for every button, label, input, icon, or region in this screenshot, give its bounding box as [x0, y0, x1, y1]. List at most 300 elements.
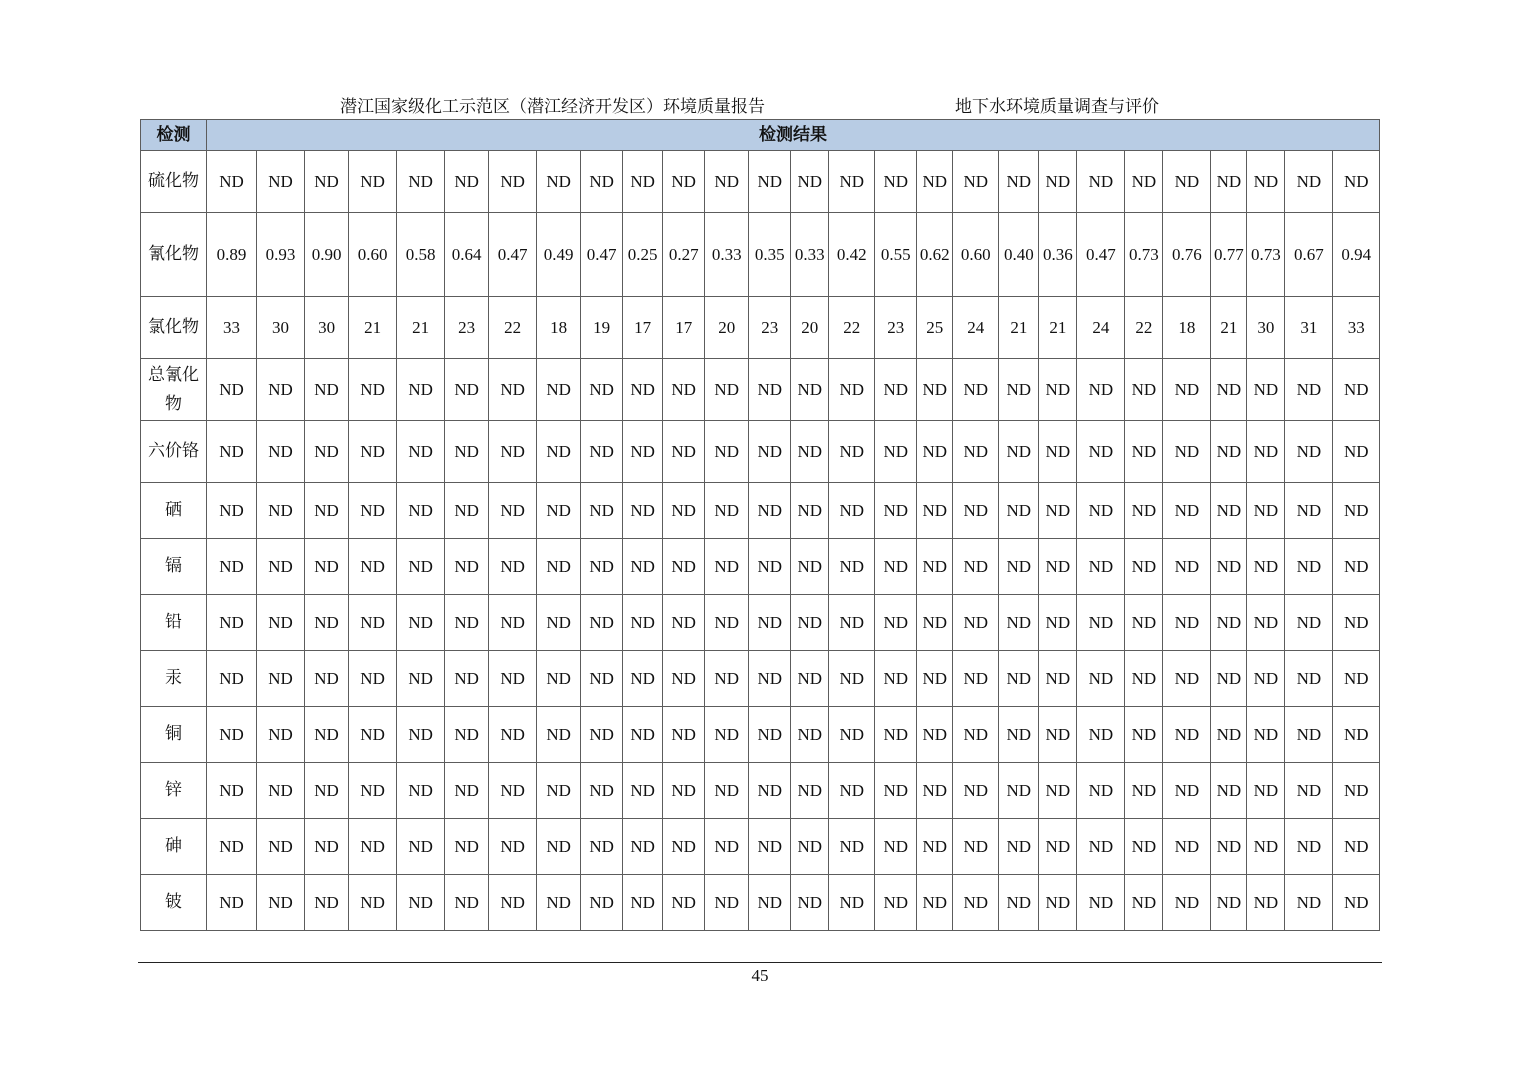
table-cell: ND — [207, 707, 257, 763]
table-cell: ND — [953, 819, 999, 875]
table-cell: ND — [1125, 819, 1163, 875]
table-cell: ND — [1125, 151, 1163, 213]
table-row — [141, 213, 1380, 297]
table-cell: ND — [1039, 707, 1077, 763]
table-cell: ND — [305, 483, 349, 539]
table-cell: ND — [1163, 819, 1211, 875]
table-cell: ND — [305, 359, 349, 421]
table-cell: ND — [749, 421, 791, 483]
row-label: 六价铬 — [141, 421, 207, 483]
table-cell: ND — [1285, 421, 1333, 483]
table-row — [141, 707, 1380, 763]
table-cell: ND — [349, 595, 397, 651]
table-cell: ND — [791, 875, 829, 931]
table-cell: 19 — [581, 297, 623, 359]
table-cell: ND — [397, 539, 445, 595]
table-cell: ND — [1285, 595, 1333, 651]
table-cell: ND — [397, 421, 445, 483]
table-cell: ND — [1211, 595, 1247, 651]
table-cell: ND — [1211, 763, 1247, 819]
table-cell: ND — [663, 707, 705, 763]
table-cell: ND — [953, 763, 999, 819]
table-cell: ND — [917, 359, 953, 421]
table-cell: ND — [749, 707, 791, 763]
table-cell: ND — [999, 539, 1039, 595]
table-cell: ND — [1247, 539, 1285, 595]
table-cell: ND — [953, 483, 999, 539]
table-cell: ND — [1211, 421, 1247, 483]
table-cell: ND — [537, 651, 581, 707]
table-cell: 30 — [257, 297, 305, 359]
table-cell: ND — [257, 151, 305, 213]
table-cell: ND — [749, 819, 791, 875]
table-cell: 23 — [749, 297, 791, 359]
table-cell: 0.73 — [1247, 213, 1285, 297]
table-cell: ND — [257, 421, 305, 483]
table-cell: ND — [537, 151, 581, 213]
table-cell: ND — [1039, 151, 1077, 213]
running-header-title: 潜江国家级化工示范区（潜江经济开发区）环境质量报告 — [340, 97, 765, 117]
table-cell: ND — [829, 707, 875, 763]
table-cell: 0.60 — [953, 213, 999, 297]
table-cell: ND — [1211, 359, 1247, 421]
table-cell: ND — [829, 421, 875, 483]
table-cell: 21 — [349, 297, 397, 359]
table-cell: ND — [705, 539, 749, 595]
table-cell: ND — [397, 763, 445, 819]
table-cell: ND — [829, 595, 875, 651]
table-cell: ND — [875, 539, 917, 595]
table-cell: ND — [1039, 483, 1077, 539]
table-cell: ND — [953, 595, 999, 651]
table-cell: 24 — [953, 297, 999, 359]
table-cell: 0.60 — [349, 213, 397, 297]
table-cell: ND — [917, 651, 953, 707]
table-cell: ND — [581, 651, 623, 707]
table-row — [141, 483, 1380, 539]
table-row — [141, 297, 1380, 359]
table-cell: ND — [749, 539, 791, 595]
table-cell: ND — [1163, 651, 1211, 707]
table-cell: ND — [1285, 763, 1333, 819]
table-cell: ND — [953, 875, 999, 931]
table-cell: 21 — [1211, 297, 1247, 359]
table-cell: ND — [953, 421, 999, 483]
table-cell: ND — [953, 651, 999, 707]
table-cell: ND — [917, 595, 953, 651]
table-cell: ND — [1125, 875, 1163, 931]
table-cell: ND — [1077, 359, 1125, 421]
table-cell: ND — [875, 651, 917, 707]
table-cell: ND — [1125, 483, 1163, 539]
table-cell: ND — [623, 359, 663, 421]
table-cell: ND — [999, 707, 1039, 763]
table-cell: ND — [537, 875, 581, 931]
table-cell: ND — [1077, 539, 1125, 595]
table-cell: ND — [917, 707, 953, 763]
table-cell: ND — [1211, 651, 1247, 707]
table-cell: ND — [257, 819, 305, 875]
table-cell: ND — [1333, 763, 1380, 819]
table-cell: ND — [305, 819, 349, 875]
table-cell: ND — [953, 539, 999, 595]
table-cell: ND — [829, 483, 875, 539]
table-cell: ND — [663, 595, 705, 651]
table-cell: ND — [581, 421, 623, 483]
table-cell: 23 — [445, 297, 489, 359]
table-cell: ND — [791, 763, 829, 819]
table-cell: 0.27 — [663, 213, 705, 297]
table-cell: ND — [581, 595, 623, 651]
table-cell: ND — [1039, 875, 1077, 931]
table-cell: ND — [623, 483, 663, 539]
table-cell: ND — [1077, 421, 1125, 483]
table-cell: ND — [397, 151, 445, 213]
table-row — [141, 421, 1380, 483]
table-cell: ND — [999, 875, 1039, 931]
table-cell: ND — [749, 151, 791, 213]
table-cell: ND — [1039, 651, 1077, 707]
table-cell: ND — [207, 483, 257, 539]
table-cell: 0.64 — [445, 213, 489, 297]
table-cell: ND — [1333, 151, 1380, 213]
table-cell: 33 — [207, 297, 257, 359]
table-cell: ND — [349, 707, 397, 763]
table-row — [141, 875, 1380, 931]
table-cell: ND — [257, 763, 305, 819]
table-cell: ND — [489, 595, 537, 651]
table-cell: ND — [623, 651, 663, 707]
table-cell: ND — [207, 875, 257, 931]
table-cell: 33 — [1333, 297, 1380, 359]
table-cell: ND — [581, 151, 623, 213]
table-cell: ND — [445, 151, 489, 213]
table-cell: ND — [917, 151, 953, 213]
table-cell: ND — [1077, 651, 1125, 707]
table-cell: 18 — [537, 297, 581, 359]
table-cell: ND — [953, 151, 999, 213]
table-cell: ND — [1077, 819, 1125, 875]
table-cell: 0.94 — [1333, 213, 1380, 297]
table-cell: ND — [1163, 539, 1211, 595]
table-cell: ND — [537, 539, 581, 595]
table-cell: ND — [705, 421, 749, 483]
table-cell: ND — [1163, 483, 1211, 539]
table-cell: 0.67 — [1285, 213, 1333, 297]
table-cell: ND — [999, 763, 1039, 819]
row-label: 氯化物 — [141, 297, 207, 359]
row-label: 锌 — [141, 763, 207, 819]
table-cell: ND — [305, 763, 349, 819]
table-cell: ND — [1333, 707, 1380, 763]
table-cell: ND — [791, 595, 829, 651]
table-cell: ND — [663, 359, 705, 421]
table-cell: ND — [397, 483, 445, 539]
table-cell: ND — [305, 651, 349, 707]
table-cell: ND — [1039, 819, 1077, 875]
table-cell: ND — [1211, 707, 1247, 763]
table-cell: ND — [1125, 421, 1163, 483]
table-cell: ND — [1077, 483, 1125, 539]
table-cell: ND — [349, 763, 397, 819]
table-cell: ND — [537, 595, 581, 651]
table-cell: ND — [1285, 875, 1333, 931]
table-cell: 22 — [1125, 297, 1163, 359]
table-cell: ND — [1039, 595, 1077, 651]
table-cell: ND — [999, 483, 1039, 539]
table-cell: ND — [445, 875, 489, 931]
table-cell: 0.62 — [917, 213, 953, 297]
table-cell: ND — [623, 421, 663, 483]
table-cell: ND — [257, 359, 305, 421]
table-cell: ND — [829, 763, 875, 819]
table-cell: ND — [749, 651, 791, 707]
col-header-item: 检测 — [141, 120, 207, 151]
table-cell: ND — [489, 151, 537, 213]
table-cell: ND — [257, 483, 305, 539]
table-cell: 31 — [1285, 297, 1333, 359]
table-cell: ND — [953, 707, 999, 763]
table-row — [141, 359, 1380, 421]
table-cell: ND — [1285, 819, 1333, 875]
table-cell: ND — [663, 421, 705, 483]
row-label: 硫化物 — [141, 151, 207, 213]
table-cell: ND — [1247, 763, 1285, 819]
table-cell: ND — [207, 763, 257, 819]
table-cell: 0.55 — [875, 213, 917, 297]
table-cell: ND — [663, 151, 705, 213]
table-cell: ND — [623, 539, 663, 595]
table-cell: ND — [1333, 421, 1380, 483]
table-cell: ND — [445, 539, 489, 595]
table-cell: ND — [349, 151, 397, 213]
table-cell: 22 — [829, 297, 875, 359]
table-row — [141, 595, 1380, 651]
table-cell: ND — [489, 763, 537, 819]
table-cell: ND — [875, 151, 917, 213]
row-label: 镉 — [141, 539, 207, 595]
table-cell: ND — [705, 707, 749, 763]
table-cell: ND — [999, 595, 1039, 651]
table-cell: ND — [1333, 595, 1380, 651]
table-cell: ND — [305, 595, 349, 651]
footer-divider — [138, 962, 1382, 963]
table-cell: ND — [917, 763, 953, 819]
table-cell: ND — [445, 651, 489, 707]
table-row — [141, 819, 1380, 875]
table-cell: ND — [623, 763, 663, 819]
table-cell: ND — [829, 359, 875, 421]
table-cell: ND — [999, 421, 1039, 483]
table-cell: ND — [705, 483, 749, 539]
table-cell: ND — [489, 707, 537, 763]
table-cell: ND — [829, 539, 875, 595]
table-cell: ND — [207, 151, 257, 213]
table-cell: 21 — [1039, 297, 1077, 359]
table-cell: ND — [537, 421, 581, 483]
table-cell: ND — [397, 875, 445, 931]
table-cell: ND — [207, 421, 257, 483]
table-cell: ND — [875, 875, 917, 931]
table-cell: 0.47 — [1077, 213, 1125, 297]
table-cell: ND — [349, 819, 397, 875]
table-cell: 17 — [663, 297, 705, 359]
table-cell: ND — [537, 819, 581, 875]
table-cell: ND — [749, 483, 791, 539]
table-cell: ND — [791, 651, 829, 707]
table-cell: ND — [1285, 707, 1333, 763]
table-cell: ND — [207, 359, 257, 421]
table-row — [141, 651, 1380, 707]
table-cell: ND — [1163, 595, 1211, 651]
running-header-section: 地下水环境质量调查与评价 — [955, 97, 1159, 117]
table-cell: ND — [1039, 359, 1077, 421]
table-cell: ND — [305, 421, 349, 483]
table-cell: ND — [581, 539, 623, 595]
table-cell: ND — [1163, 359, 1211, 421]
table-cell: ND — [1077, 875, 1125, 931]
table-cell: 0.33 — [705, 213, 749, 297]
table-cell: ND — [705, 875, 749, 931]
row-label: 硒 — [141, 483, 207, 539]
table-cell: ND — [349, 421, 397, 483]
row-label: 铅 — [141, 595, 207, 651]
table-cell: ND — [581, 359, 623, 421]
table-cell: ND — [791, 819, 829, 875]
table-cell: ND — [349, 651, 397, 707]
table-cell: ND — [1125, 707, 1163, 763]
table-cell: ND — [749, 763, 791, 819]
results-table — [140, 119, 1380, 931]
table-cell: 25 — [917, 297, 953, 359]
table-cell: ND — [663, 483, 705, 539]
row-label: 汞 — [141, 651, 207, 707]
table-cell: 17 — [623, 297, 663, 359]
table-cell: ND — [875, 483, 917, 539]
table-cell: ND — [1333, 359, 1380, 421]
table-cell: ND — [999, 651, 1039, 707]
table-cell: ND — [349, 359, 397, 421]
table-cell: ND — [489, 421, 537, 483]
table-cell: ND — [1125, 763, 1163, 819]
table-cell: ND — [207, 651, 257, 707]
table-cell: ND — [397, 359, 445, 421]
table-cell: 0.76 — [1163, 213, 1211, 297]
row-label: 总氰化物 — [141, 359, 207, 421]
table-cell: ND — [749, 595, 791, 651]
table-cell: ND — [917, 819, 953, 875]
table-cell: 0.77 — [1211, 213, 1247, 297]
table-cell: ND — [829, 819, 875, 875]
table-cell: 0.90 — [305, 213, 349, 297]
table-cell: ND — [1285, 483, 1333, 539]
page-number: 45 — [751, 966, 769, 985]
table-cell: ND — [1211, 875, 1247, 931]
table-cell: ND — [1333, 539, 1380, 595]
table-cell: ND — [489, 875, 537, 931]
table-cell: 24 — [1077, 297, 1125, 359]
table-cell: ND — [489, 483, 537, 539]
table-cell: ND — [791, 151, 829, 213]
table-cell: ND — [1247, 707, 1285, 763]
table-cell: ND — [489, 819, 537, 875]
table-cell: ND — [349, 875, 397, 931]
table-cell: ND — [829, 875, 875, 931]
table-cell: ND — [207, 819, 257, 875]
row-label: 砷 — [141, 819, 207, 875]
table-cell: ND — [305, 707, 349, 763]
table-cell: ND — [349, 483, 397, 539]
table-cell: ND — [445, 595, 489, 651]
table-cell: ND — [397, 707, 445, 763]
table-cell: 22 — [489, 297, 537, 359]
table-cell: ND — [305, 539, 349, 595]
table-cell: ND — [1077, 151, 1125, 213]
table-cell: ND — [1125, 539, 1163, 595]
table-cell: ND — [1247, 651, 1285, 707]
table-cell: ND — [1211, 483, 1247, 539]
table-cell: ND — [1077, 763, 1125, 819]
table-cell: ND — [623, 151, 663, 213]
table-cell: 21 — [397, 297, 445, 359]
table-cell: ND — [581, 763, 623, 819]
table-cell: ND — [875, 819, 917, 875]
table-cell: ND — [1333, 483, 1380, 539]
col-header-results: 检测结果 — [207, 120, 1380, 151]
table-cell: ND — [1247, 819, 1285, 875]
table-cell: ND — [537, 763, 581, 819]
table-cell: ND — [1125, 359, 1163, 421]
table-cell: 0.47 — [581, 213, 623, 297]
table-cell: 18 — [1163, 297, 1211, 359]
table-cell: ND — [1333, 875, 1380, 931]
table-cell: ND — [663, 819, 705, 875]
table-cell: ND — [1247, 421, 1285, 483]
table-cell: ND — [705, 763, 749, 819]
table-cell: ND — [445, 483, 489, 539]
table-cell: ND — [1077, 707, 1125, 763]
table-cell: ND — [705, 651, 749, 707]
table-cell: ND — [749, 359, 791, 421]
table-cell: ND — [749, 875, 791, 931]
row-label: 铜 — [141, 707, 207, 763]
table-cell: ND — [663, 539, 705, 595]
table-header-row — [141, 120, 1380, 151]
table-cell: ND — [445, 421, 489, 483]
table-cell: ND — [999, 359, 1039, 421]
table-cell: ND — [581, 483, 623, 539]
table-cell: 0.89 — [207, 213, 257, 297]
table-cell: ND — [1285, 151, 1333, 213]
table-cell: ND — [305, 875, 349, 931]
table-cell: 30 — [1247, 297, 1285, 359]
table-cell: 0.47 — [489, 213, 537, 297]
table-cell: ND — [705, 359, 749, 421]
table-cell: ND — [623, 819, 663, 875]
table-cell: ND — [791, 421, 829, 483]
table-cell: ND — [917, 539, 953, 595]
table-cell: 0.73 — [1125, 213, 1163, 297]
table-cell: ND — [1163, 421, 1211, 483]
table-cell: 0.35 — [749, 213, 791, 297]
table-cell: ND — [829, 651, 875, 707]
table-cell: ND — [257, 707, 305, 763]
table-cell: ND — [999, 819, 1039, 875]
table-cell: ND — [445, 763, 489, 819]
table-cell: ND — [1163, 707, 1211, 763]
table-cell: ND — [875, 359, 917, 421]
table-cell: 0.93 — [257, 213, 305, 297]
